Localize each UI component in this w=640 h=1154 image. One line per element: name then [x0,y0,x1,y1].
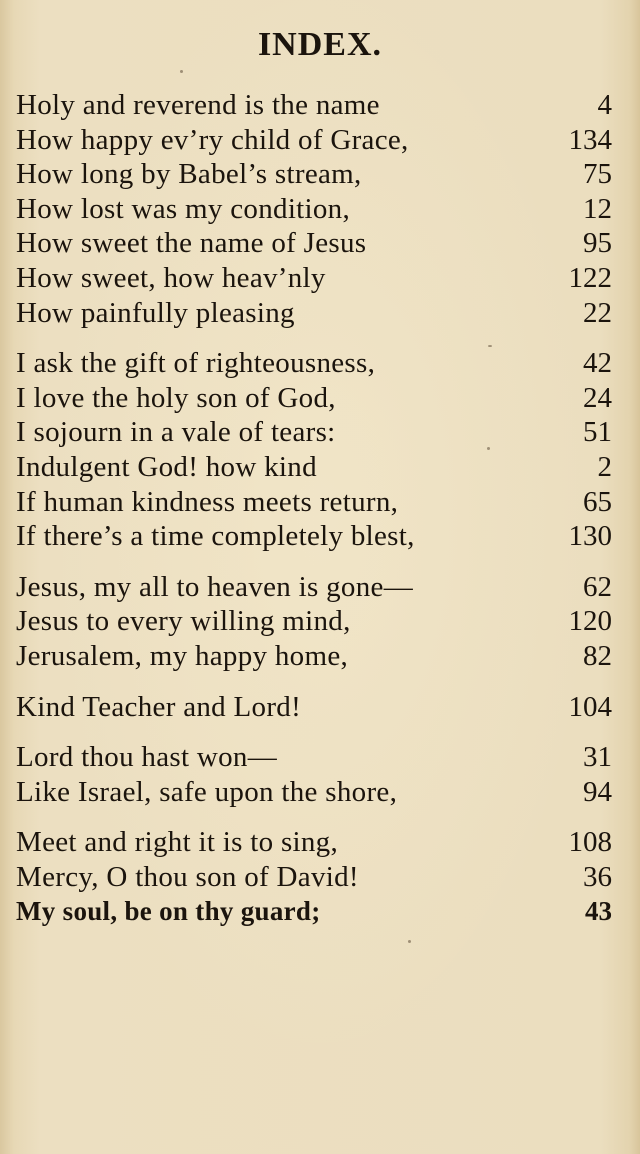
first-line: How long by Babel’s stream, [16,158,362,191]
index-entry [16,519,612,554]
page-number: 42 [583,347,612,380]
page-number: 122 [568,261,612,294]
index-entry [16,690,612,725]
page-number: 4 [597,89,612,121]
page-number: 2 [597,450,612,483]
first-line: If human kindness meets return, [16,485,399,518]
index-entry [16,485,612,520]
first-line: I sojourn in a vale of tears: [16,416,336,449]
page-number: 36 [583,860,612,893]
index-section [16,570,612,674]
page-number: 104 [568,690,612,723]
page-number: 12 [583,192,612,225]
first-line: Jesus, my all to heaven is gone— [16,570,414,603]
index-section [16,346,612,554]
index-entry [16,88,612,123]
index-entry [16,192,612,227]
index-entry [16,570,612,605]
index-entry [16,450,612,485]
first-line: How happy ev’ry child of Grace, [16,123,409,156]
first-line: Jesus to every willing mind, [16,605,351,638]
first-line: Mercy, O thou son of David! [16,860,359,893]
page-number: 130 [568,520,612,553]
page-number: 51 [583,416,612,449]
page-number: 24 [583,381,612,414]
index-section [16,690,612,725]
first-line: I ask the gift of righteousness, [16,347,376,380]
index-entry [16,825,612,860]
page-number: 95 [583,227,612,260]
ink-speck [180,70,183,73]
first-line: My soul, be on thy guard; [16,896,321,927]
page-number: 120 [568,605,612,638]
index-entry [16,740,612,775]
index-entry [16,123,612,158]
first-line: Holy and reverend is the name [16,89,380,121]
page-number: 94 [583,775,612,808]
first-line: How sweet, how heav’nly [16,261,326,294]
index-entry [16,894,612,929]
first-line: How painfully pleasing [16,296,295,329]
index-entry [16,226,612,261]
page-number: 108 [568,826,612,859]
first-line: I love the holy son of God, [16,381,336,414]
first-line: Indulgent God! how kind [16,450,317,483]
page-title: INDEX. [257,26,383,63]
first-line: Lord thou hast won— [16,741,278,774]
page-number: 31 [583,741,612,774]
first-line: How sweet the name of Jesus [16,227,367,260]
index-section [16,825,612,929]
index-entry [16,860,612,895]
page-number: 134 [568,123,612,156]
first-line: Meet and right it is to sing, [16,826,339,859]
page-number: 62 [583,570,612,603]
first-line: If there’s a time completely blest, [16,520,415,553]
page-number: 82 [583,639,612,672]
page-number: 65 [583,485,612,518]
hymn-index [16,88,612,945]
first-line: Kind Teacher and Lord! [16,690,302,723]
first-line: How lost was my condition, [16,192,351,225]
index-entry [16,604,612,639]
index-entry [16,296,612,331]
page-number: 75 [583,158,612,191]
first-line: Like Israel, safe upon the shore, [16,775,398,808]
page-number: 22 [583,296,612,329]
index-entry [16,775,612,810]
index-section [16,740,612,809]
index-entry [16,639,612,674]
index-section [16,88,612,330]
index-entry [16,261,612,296]
index-entry [16,157,612,192]
index-entry [16,346,612,381]
index-entry [16,415,612,450]
first-line: Jerusalem, my happy home, [16,639,349,672]
page-number: 43 [585,896,612,927]
index-entry [16,381,612,416]
